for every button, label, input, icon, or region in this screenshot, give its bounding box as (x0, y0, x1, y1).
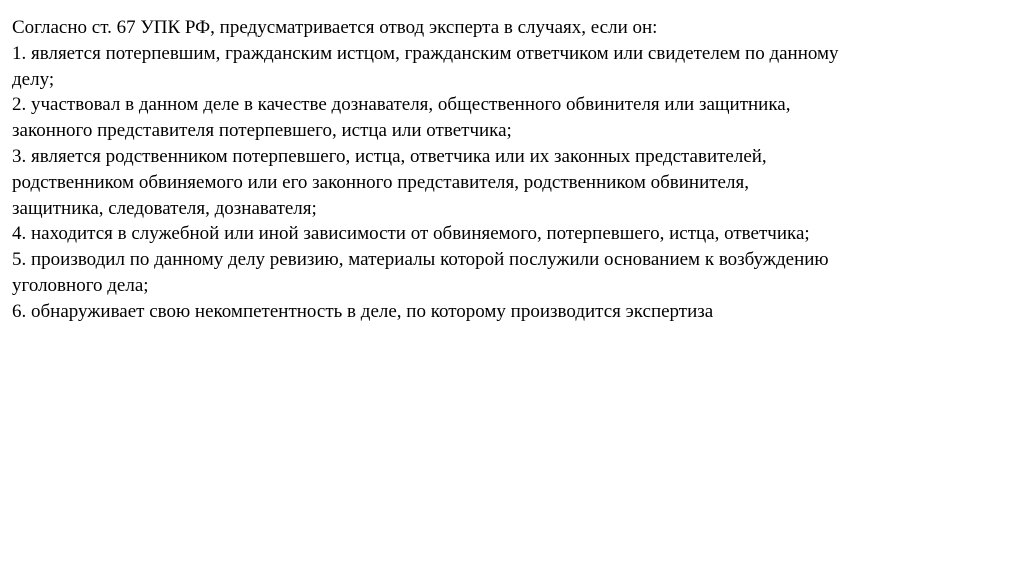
slide-text (12, 15, 1002, 325)
item-1-line-2: делу; (12, 68, 55, 90)
item-6-line-1: 6. обнаруживает свою некомпетентность в деле, по которому производится экспертиза (12, 300, 714, 322)
item-4-line-1: 4. находится в служебной или иной зависимости от обвиняемого, потерпевшего, истца, ответчика; (12, 223, 810, 245)
item-3-line-3: защитника, следователя, дознавателя; (12, 197, 317, 219)
intro-line: Согласно ст. 67 УПК РФ, предусматривается отвод эксперта в случаях, если он: (12, 17, 658, 38)
item-1-line-1: 1. является потерпевшим, гражданским истцом, гражданским ответчиком или свидетелем по данному (12, 42, 839, 64)
item-5-line-1: 5. производил по данному делу ревизию, материалы которой послужили основанием к возбуждению (12, 249, 829, 271)
item-2-line-2: законного представителя потерпевшего, истца или ответчика; (12, 120, 512, 142)
item-5-line-2: уголовного дела; (12, 274, 149, 296)
item-2-line-1: 2. участвовал в данном деле в качестве дознавателя, общественного обвинителя или защитника, (12, 94, 791, 116)
item-3-line-1: 3. является родственником потерпевшего, истца, ответчика или их законных представителей, (12, 145, 767, 167)
item-3-line-2: родственником обвиняемого или его законного представителя, родственником обвинителя, (12, 171, 749, 193)
